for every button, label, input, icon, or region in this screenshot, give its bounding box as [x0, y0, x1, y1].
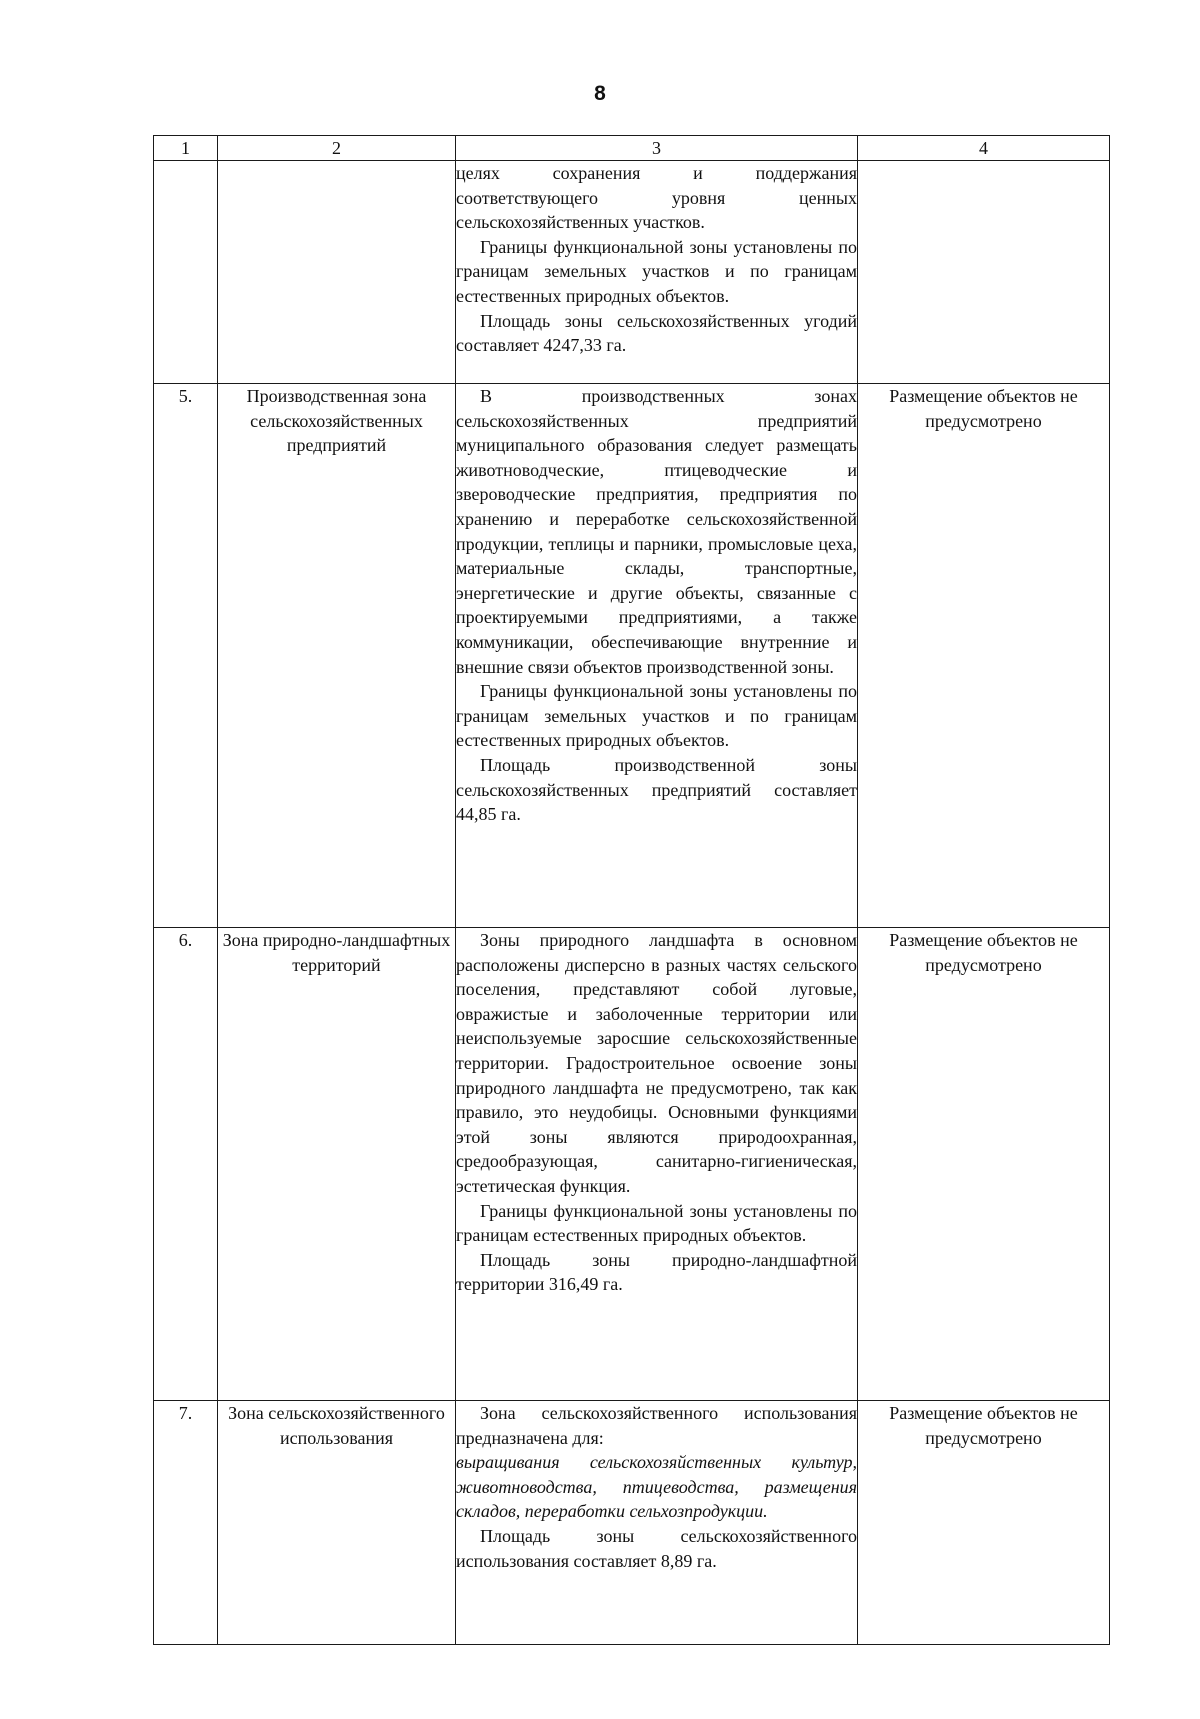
description-paragraph: Границы функциональной зоны установлены по границам земельных участков и по границам естественных природных объектов.: [456, 681, 857, 751]
description-paragraph: Площадь производственной зоны сельскохозяйственных предприятий составляет 44,85 га.: [456, 754, 857, 825]
page-number: 8: [594, 82, 606, 105]
row-number-cell: [154, 161, 218, 384]
zone-note: Размещение объектов не предусмотрено: [858, 928, 1110, 1401]
zone-description-cell: [456, 161, 858, 384]
zone-name: Производственная зона сельскохозяйственных предприятий: [218, 384, 456, 928]
description-paragraph: Площадь зоны природно-ландшафтной территории 316,49 га.: [456, 1249, 857, 1295]
description-paragraph: Зона сельскохозяйственного использования предназначена для:: [456, 1403, 857, 1448]
row-number: 6.: [154, 928, 218, 1401]
description-paragraph: Зоны природного ландшафта в основном расположены дисперсно в разных частях сельского поселения, представляют собой луговые, овражистые и заболоченные территории или неиспользуемые заросшие сельскохозяйственные территории. Градостроительное освоение зоны природного ландшафта не предусмотрено, так как правило, это неудобицы. Основными функциями этой зоны являются природоохранная, средообразующая, санитарно-гигиеническая, эстетическая функция.: [456, 930, 857, 1196]
description-paragraph: Границы функциональной зоны установлены по границам естественных природных объектов.: [456, 1200, 857, 1246]
zone-name: Зона природно-ландшафтных территорий: [218, 928, 456, 1401]
description-paragraph: Площадь зоны сельскохозяйственного использования составляет 8,89 га.: [456, 1525, 857, 1571]
zone-name: Зона сельскохозяйственного использования: [218, 1401, 456, 1645]
table-row: [154, 161, 1110, 384]
column-header: 2: [218, 136, 456, 161]
table-row: [154, 384, 1110, 928]
table-row: [154, 928, 1110, 1401]
description-paragraph: выращивания сельскохозяйственных культур, животноводства, птицеводства, размещения складов, переработки сельхозпродукции.: [456, 1452, 857, 1522]
description-paragraph: Границы функциональной зоны установлены по границам земельных участков и по границам естественных природных объектов.: [456, 236, 857, 306]
zones-table: [153, 135, 1110, 1645]
description-paragraph: В производственных зонах сельскохозяйственных предприятий муниципального образования следует размещать животноводческие, птицеводческие и звероводческие предприятия, предприятия по хранению и переработке сельскохозяйственной продукции, теплицы и парники, промысловые цеха, материальные склады, транспортные, энергетические и другие объекты, связанные с проектируемыми предприятиями, а также коммуникации, обеспечивающие внутренние и внешние связи объектов производственной зоны.: [456, 386, 857, 677]
zone-note: Размещение объектов не предусмотрено: [858, 384, 1110, 928]
zone-description-cell: [456, 384, 858, 928]
row-number: 5.: [154, 384, 218, 928]
row-number: 7.: [154, 1401, 218, 1645]
description-paragraph: Площадь зоны сельскохозяйственных угодий составляет 4247,33 га.: [456, 310, 857, 356]
table-row: [154, 1401, 1110, 1645]
column-header: 1: [154, 136, 218, 161]
zone-note: Размещение объектов не предусмотрено: [858, 1401, 1110, 1645]
column-header: 4: [858, 136, 1110, 161]
zone-note-cell: [858, 161, 1110, 384]
table-header-row: [154, 136, 1110, 161]
description-paragraph: целях сохранения и поддержания соответствующего уровня ценных сельскохозяйственных участков.: [456, 163, 857, 233]
zone-description-cell: [456, 928, 858, 1401]
column-header: 3: [456, 136, 858, 161]
zone-name-cell: [218, 161, 456, 384]
zone-description-cell: [456, 1401, 858, 1645]
